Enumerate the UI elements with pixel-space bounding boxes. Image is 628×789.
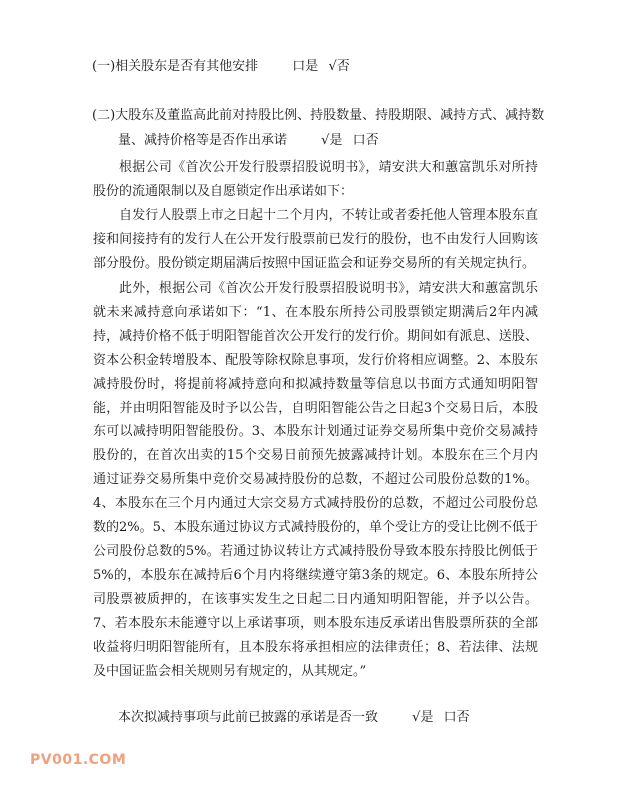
final-no-checkbox: 口否 bbox=[443, 710, 470, 725]
section-2-title-line1: (二)大股东及董监高此前对持股比例、持股数量、持股期限、减持方式、减持数 bbox=[92, 108, 545, 123]
section-1-row bbox=[92, 58, 350, 76]
paragraph-reduction-commitment: 此外，根据公司《首次公开发行股票招股说明书》，靖安洪大和蕙富凯乐就未来减持意向承诺如下：“1、在本股东所持公司股票锁定期满后2年内减持，减持价格不低于明阳智能首次公开发行的发行价。期间如有派息、送股、资本公积金转增股本、配股等除权除息事项，发行价将相应调整。2、本股东减持股份时，将提前将减持意向和拟减持数量等信息以书面方式通知明阳智能，并由明阳智能及时予以公告，自明阳智能公告之日起3个交易日后，本股东可以减持明阳智能股份。3、本股东计划通过证券交易所集中竞价交易减持股份的，在首次出卖的15个交易日前预先披露减持计划。本股东在三个月内通过证券交易所集中竞价交易减持股份的总数，不超过公司股份总数的1%。4、本股东在三个月内通过大宗交易方式减持股份的总数，不超过公司股份总数的2%。5、本股东通过协议方式减持股份的，单个受让方的受让比例不低于公司股份总数的5%。若通过协议转让方式减持股份导致本股东持股比例低于5%的，本股东在减持后6个月内将继续遵守第3条的规定。6、本股东所持公司股票被质押的，在该事实发生之日起二日内通知明阳智能，并予以公告。7、若本股东未能遵守以上承诺事项，则本股东违反承诺出售股票所获的全部收益将归明阳智能所有，且本股东将承担相应的法律责任；8、若法律、法规及中国证监会相关规则另有规定的，从其规定。” bbox=[93, 281, 538, 679]
section-2-label: 量、减持价格等是否作出承诺 bbox=[118, 133, 288, 148]
paragraph-lockup-intro: 根据公司《首次公开发行股票招股说明书》，靖安洪大和蕙富凯乐对所持股份的流通限制以及自愿锁定作出承诺如下： bbox=[93, 160, 538, 199]
paragraph-lockup-commitment: 自发行人股票上市之日起十二个月内，不转让或者委托他人管理本股东直接和间接持有的发行人在公开发行股票前已发行的股份，也不由发行人回购该部分股份。股份锁定期届满后按照中国证监会和证券交易所的有关规定执行。 bbox=[93, 208, 538, 271]
final-label: 本次拟减持事项与此前已披露的承诺是否一致 bbox=[118, 710, 379, 725]
section-1-label: (一)相关股东是否有其他安排 bbox=[92, 59, 259, 74]
watermark-logo: PV001.COM bbox=[30, 752, 127, 768]
section-2-no-checkbox: 口否 bbox=[352, 133, 379, 148]
section-2-row bbox=[118, 132, 379, 150]
section-1-no-checkbox: √否 bbox=[328, 59, 350, 74]
final-consistency-row bbox=[118, 709, 470, 727]
section-1-yes-checkbox: 口是 bbox=[292, 59, 319, 74]
final-yes-checkbox: √是 bbox=[412, 710, 434, 725]
section-2-yes-checkbox: √是 bbox=[321, 133, 343, 148]
